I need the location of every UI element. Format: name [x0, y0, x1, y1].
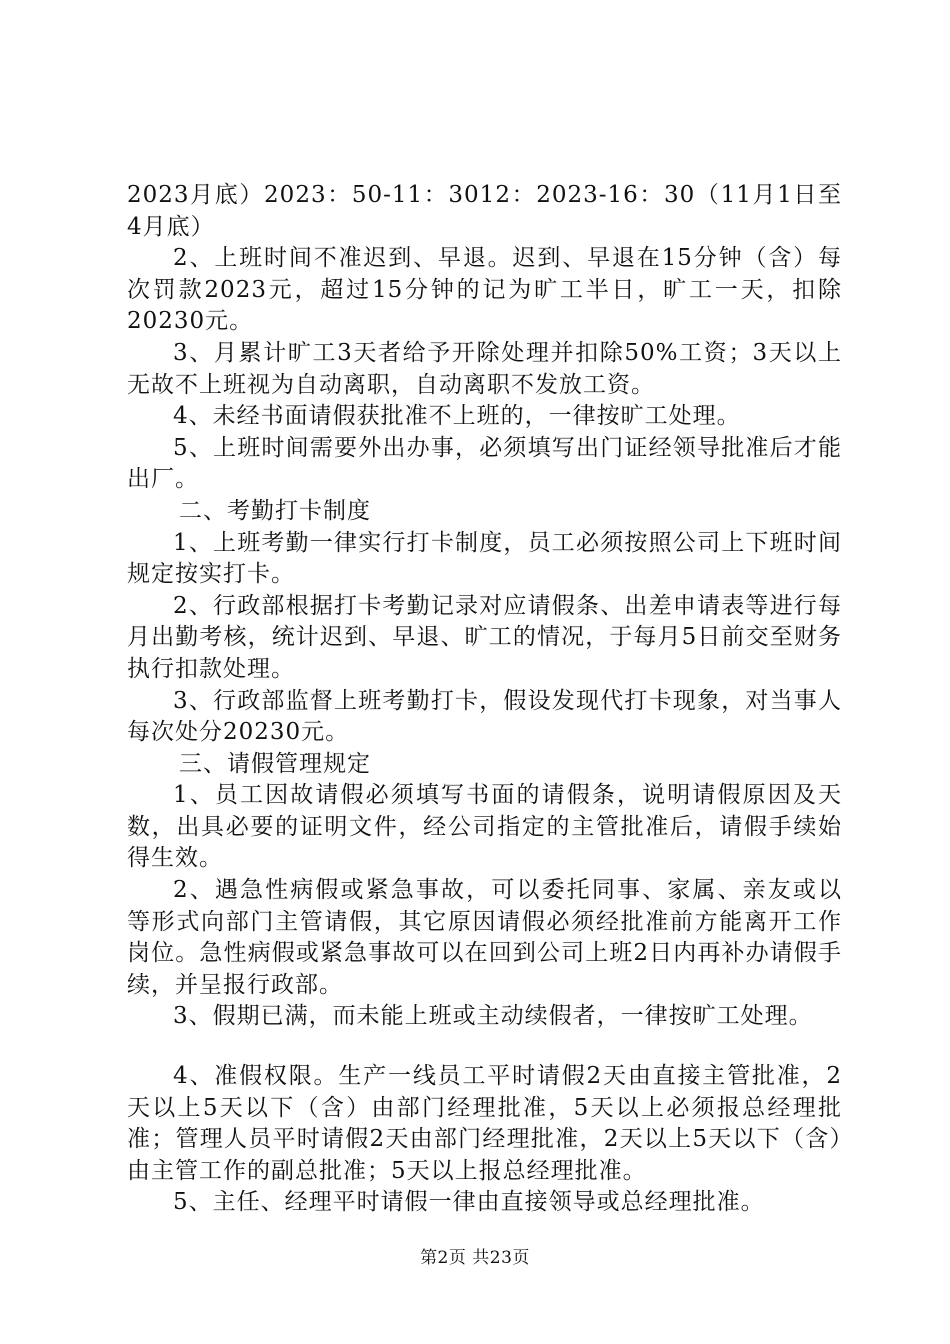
paragraph-leave-5: 5、主任、经理平时请假一律由直接领导或总经理批准。 [173, 1189, 765, 1216]
page-number-footer: 第2页 共23页 [420, 1248, 530, 1268]
paragraph-rule-4: 4、未经书面请假获批准不上班的，一律按旷工处理。 [173, 403, 741, 430]
paragraph-leave-2: 2、遇急性病假或紧急事故，可以委托同事、家属、亲友或以 等形式向部门主管请假，其它原因请假必须经批准前方能离开工作岗位。急性病假或紧急事故可以在回到公司上班2日内再补办请假手续，并呈报行政部。 [127, 877, 890, 998]
paragraph-gap [127, 1033, 842, 1061]
paragraph-rule-5: 5、上班时间需要外出办事，必须填写出门证经领导批准后才能出厂。 [127, 434, 842, 493]
paragraph-rule-3: 3、月累计旷工3天者给予开除处理并扣除50%工资；3天以上无故不上班视为自动离职，自动离职不发放工资。 [127, 339, 842, 398]
paragraph-continuation: 2023月底）2023：50-11：3012：2023-16：30（11月1日至4月底） [127, 182, 842, 240]
section-heading-leave: 三、请假管理规定 [179, 750, 371, 777]
section-heading-attendance: 二、考勤打卡制度 [179, 497, 371, 524]
paragraph-attendance-3: 3、行政部监督上班考勤打卡，假设发现代打卡现象，对当事人每次处分20230元。 [127, 687, 842, 746]
paragraph-attendance-1: 1、上班考勤一律实行打卡制度，员工必须按照公司上下班时间规定按实打卡。 [127, 529, 842, 588]
paragraph-leave-4: 4、准假权限。生产一线员工平时请假2天由直接主管批准，2天以上5天以下（含）由部门经理批准，5天以上必须报总经理批准；管理人员平时请假2天由部门经理批准，2天以上5天以下（含）由主管工作的副总批准；5天以上报总经理批准。 [127, 1063, 842, 1184]
paragraph-leave-3: 3、假期已满，而未能上班或主动续假者，一律按旷工处理。 [173, 1003, 813, 1030]
paragraph-leave-1: 1、员工因故请假必须填写书面的请假条，说明请假原因及天数，出具必要的证明文件，经公司指定的主管批准后，请假手续始得生效。 [127, 782, 842, 872]
paragraph-rule-2: 2、上班时间不准迟到、早退。迟到、早退在15分钟（含）每次罚款2023元，超过15分钟的记为旷工半日，旷工一天，扣除20230元。 [127, 245, 842, 335]
paragraph-attendance-2: 2、行政部根据打卡考勤记录对应请假条、出差申请表等进行每月出勤考核，统计迟到、早退、旷工的情况，于每月5日前交至财务执行扣款处理。 [127, 592, 842, 682]
document-body [127, 180, 890, 1219]
